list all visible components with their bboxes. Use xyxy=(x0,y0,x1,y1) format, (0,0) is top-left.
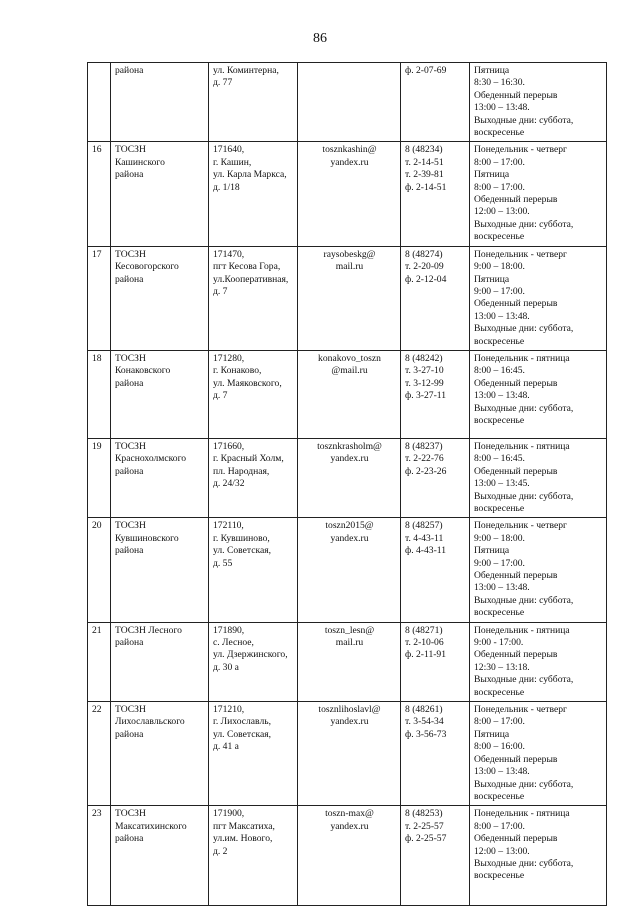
office-address-line: ул. Советская, xyxy=(213,728,272,740)
office-phone-line: т. 3-27-10 xyxy=(405,365,444,377)
office-hours-line: Выходные дни: суббота, xyxy=(474,218,574,230)
office-phone-cell xyxy=(401,142,470,246)
office-hours-cell xyxy=(470,63,607,142)
office-name-cell xyxy=(111,63,209,142)
office-address-line: д. 7 xyxy=(213,285,228,297)
office-address-line: д. 77 xyxy=(213,77,233,89)
office-phone-cell xyxy=(401,63,470,142)
office-hours-line: воскресенье xyxy=(474,607,525,619)
office-hours-line: Пятница xyxy=(474,728,510,740)
office-hours-line: воскресенье xyxy=(474,127,525,139)
row-number: 21 xyxy=(92,624,102,636)
office-hours-line: 13:00 – 13:48. xyxy=(474,390,530,402)
office-name-line: ТОСЗН xyxy=(115,144,146,156)
office-name-cell xyxy=(111,142,209,246)
office-hours-line: Понедельник - четверг xyxy=(474,144,567,156)
table-row xyxy=(88,142,607,246)
office-hours-line: воскресенье xyxy=(474,502,525,514)
office-hours-line: 13:00 – 13:48. xyxy=(474,582,530,594)
email-lines xyxy=(302,520,397,545)
office-email-line: konakovo_toszn xyxy=(318,352,381,364)
office-hours-line: воскресенье xyxy=(474,335,525,347)
office-address-line: 171900, xyxy=(213,808,245,820)
office-hours-line: воскресенье xyxy=(474,870,525,882)
office-name-line: Конаковского xyxy=(115,365,171,377)
row-number-cell xyxy=(88,518,111,622)
email-lines xyxy=(302,353,397,378)
office-phone-line: 8 (48257) xyxy=(405,520,443,532)
office-hours-line: 13:00 – 13:45. xyxy=(474,478,530,490)
office-hours-line: Выходные дни: суббота, xyxy=(474,594,574,606)
office-name-line: района xyxy=(115,637,144,649)
row-number: 22 xyxy=(92,704,102,716)
office-email-cell xyxy=(298,622,401,701)
office-email-cell xyxy=(298,142,401,246)
office-address-line: 171890, xyxy=(213,624,245,636)
office-hours-line: 8:30 – 16:30. xyxy=(474,77,525,89)
email-lines xyxy=(302,441,397,466)
office-hours-cell xyxy=(470,518,607,622)
office-address-line: г. Красный Холм, xyxy=(213,453,284,465)
office-hours-line: Обеденный перерыв xyxy=(474,89,558,101)
office-name-cell xyxy=(111,350,209,438)
office-email-line: yandex.ru xyxy=(330,156,369,168)
office-phone-line: 8 (48274) xyxy=(405,248,443,260)
office-email-line: mail.ru xyxy=(335,637,364,649)
office-name-line: ТОСЗН xyxy=(115,352,146,364)
office-email-cell xyxy=(298,350,401,438)
office-name-line: района xyxy=(115,833,144,845)
office-hours-line: Понедельник - пятница xyxy=(474,808,570,820)
office-hours-line: Обеденный перерыв xyxy=(474,298,558,310)
office-address-line: г. Конаково, xyxy=(213,365,262,377)
office-hours-line: 12:00 – 13:00. xyxy=(474,206,530,218)
table-body xyxy=(88,63,607,906)
row-number-cell xyxy=(88,622,111,701)
office-phone-line: 8 (48234) xyxy=(405,144,443,156)
table-row xyxy=(88,806,607,906)
office-name-line: ТОСЗН xyxy=(115,808,146,820)
email-lines xyxy=(302,144,397,169)
office-phone-line: ф. 3-27-11 xyxy=(405,390,447,402)
office-phone-line: т. 2-25-57 xyxy=(405,820,444,832)
office-hours-line: Обеденный перерыв xyxy=(474,570,558,581)
office-phone-line: т. 3-54-34 xyxy=(405,716,444,728)
office-email-cell xyxy=(298,246,401,350)
office-name-line: района xyxy=(115,65,144,76)
office-hours-line: воскресенье xyxy=(474,414,525,426)
office-hours-line: 12:30 – 13:18. xyxy=(474,661,530,673)
office-name-line: района xyxy=(115,377,144,389)
table-row xyxy=(88,622,607,701)
email-lines xyxy=(302,249,397,274)
office-hours-line: Понедельник - четверг xyxy=(474,704,567,716)
office-address-cell xyxy=(209,246,298,350)
office-address-cell xyxy=(209,806,298,906)
row-number: 18 xyxy=(92,352,102,364)
office-name-line: Кашинского xyxy=(115,156,165,168)
office-email-cell xyxy=(298,438,401,517)
office-phone-line: т. 2-14-51 xyxy=(405,156,444,168)
office-name-line: района xyxy=(115,273,144,285)
office-phone-line: т. 2-10-06 xyxy=(405,637,444,649)
office-hours-line: Понедельник - пятница xyxy=(474,352,570,364)
office-phone-cell xyxy=(401,806,470,906)
office-name-line: Лихославльского xyxy=(115,716,185,728)
office-address-cell xyxy=(209,518,298,622)
office-phone-line: ф. 2-25-57 xyxy=(405,833,447,845)
office-phone-line: 8 (48261) xyxy=(405,704,443,716)
office-hours-line: 13:00 – 13:48. xyxy=(474,102,530,114)
office-hours-line: 8:00 – 16:45. xyxy=(474,453,525,465)
office-hours-line: 9:00 – 18:00. xyxy=(474,261,525,273)
office-hours-line: Пятница xyxy=(474,273,510,285)
office-name-line: Краснохолмского xyxy=(115,453,187,465)
office-hours-line: Выходные дни: суббота, xyxy=(474,778,574,790)
office-address-cell xyxy=(209,702,298,806)
office-hours-line: Обеденный перерыв xyxy=(474,465,558,477)
row-number: 17 xyxy=(92,248,102,260)
office-address-line: 171210, xyxy=(213,704,245,716)
office-hours-line: Пятница xyxy=(474,65,510,76)
office-hours-line: 8:00 – 17:00. xyxy=(474,156,525,168)
office-phone-cell xyxy=(401,518,470,622)
office-hours-line: Пятница xyxy=(474,169,510,181)
office-hours-line: Обеденный перерыв xyxy=(474,194,558,206)
office-address-line: 172110, xyxy=(213,520,244,532)
table-row xyxy=(88,63,607,142)
row-number-cell xyxy=(88,702,111,806)
office-name-cell xyxy=(111,806,209,906)
row-number: 16 xyxy=(92,144,102,156)
office-phone-line: ф. 3-56-73 xyxy=(405,728,447,740)
office-phone-cell xyxy=(401,246,470,350)
office-hours-line: Понедельник - пятница xyxy=(474,624,570,636)
office-address-cell xyxy=(209,622,298,701)
office-email-cell xyxy=(298,518,401,622)
office-name-line: района xyxy=(115,169,144,181)
office-hours-line: 8:00 – 17:00. xyxy=(474,716,525,728)
office-name-line: Кесовогорского xyxy=(115,261,179,273)
office-hours-line: Обеденный перерыв xyxy=(474,833,558,845)
office-address-line: д. 41 а xyxy=(213,741,239,753)
office-phone-line: 8 (48253) xyxy=(405,808,443,820)
office-address-line: ул. Маяковского, xyxy=(213,377,282,389)
row-number: 19 xyxy=(92,440,102,452)
office-address-line: д. 55 xyxy=(213,557,233,569)
row-number-cell xyxy=(88,63,111,142)
office-email-cell xyxy=(298,63,401,142)
table-row xyxy=(88,246,607,350)
office-hours-cell xyxy=(470,246,607,350)
office-email-cell xyxy=(298,806,401,906)
email-lines xyxy=(302,808,397,833)
office-email-line: tosznkrasholm@ xyxy=(317,440,382,452)
office-hours-line: Выходные дни: суббота, xyxy=(474,402,574,414)
office-phone-cell xyxy=(401,702,470,806)
office-address-line: д. 7 xyxy=(213,390,228,402)
office-address-line: г. Кашин, xyxy=(213,156,252,168)
office-phone-line: ф. 2-14-51 xyxy=(405,181,447,193)
office-phone-line: т. 3-12-99 xyxy=(405,377,444,389)
office-hours-line: Обеденный перерыв xyxy=(474,377,558,389)
row-number: 20 xyxy=(92,520,102,532)
office-hours-line: Выходные дни: суббота, xyxy=(474,490,574,502)
office-name-line: ТОСЗН xyxy=(115,520,146,532)
row-number-cell xyxy=(88,246,111,350)
office-name-line: ТОСЗН xyxy=(115,440,146,452)
office-hours-line: Обеденный перерыв xyxy=(474,649,558,661)
office-phone-line: ф. 2-12-04 xyxy=(405,273,447,285)
office-address-line: д. 2 xyxy=(213,845,228,857)
office-address-line: ул. Коминтерна, xyxy=(213,65,279,76)
office-phone-line: ф. 2-07-69 xyxy=(405,65,447,76)
office-name-line: ТОСЗН Лесного xyxy=(115,624,182,636)
office-address-line: ул.Кооперативная, xyxy=(213,273,289,285)
office-hours-line: 9:00 – 17:00. xyxy=(474,557,525,569)
office-name-cell xyxy=(111,518,209,622)
office-hours-cell xyxy=(470,806,607,906)
office-hours-line: Выходные дни: суббота, xyxy=(474,323,574,335)
row-number-cell xyxy=(88,142,111,246)
office-hours-line: 8:00 – 16:00. xyxy=(474,741,525,753)
office-email-line: toszn-max@ xyxy=(325,808,374,820)
table-row xyxy=(88,518,607,622)
social-protection-offices-table xyxy=(87,62,607,906)
office-hours-line: Обеденный перерыв xyxy=(474,753,558,765)
office-address-line: ул. Дзержинского, xyxy=(213,649,288,661)
office-address-line: г. Лихославль, xyxy=(213,716,272,728)
office-name-line: ТОСЗН xyxy=(115,704,146,716)
office-email-line: tosznlihoslavl@ xyxy=(318,704,381,716)
office-hours-line: 8:00 – 16:45. xyxy=(474,365,525,377)
office-hours-line: Понедельник - четверг xyxy=(474,248,567,260)
office-email-line: yandex.ru xyxy=(330,820,369,832)
table-row xyxy=(88,438,607,517)
office-phone-line: т. 4-43-11 xyxy=(405,532,444,544)
office-hours-cell xyxy=(470,438,607,517)
office-hours-cell xyxy=(470,350,607,438)
office-hours-line: Понедельник - пятница xyxy=(474,440,570,452)
office-address-line: д. 1/18 xyxy=(213,181,240,193)
office-phone-line: 8 (48271) xyxy=(405,624,443,636)
office-hours-line: 8:00 – 17:00. xyxy=(474,181,525,193)
office-hours-line: Выходные дни: суббота, xyxy=(474,857,574,869)
office-address-cell xyxy=(209,350,298,438)
office-address-cell xyxy=(209,438,298,517)
office-phone-line: ф. 2-23-26 xyxy=(405,465,447,477)
office-name-line: района xyxy=(115,545,144,557)
office-address-line: пгт Кесова Гора, xyxy=(213,261,281,273)
office-hours-line: Выходные дни: суббота, xyxy=(474,114,574,126)
office-email-line: raysobeskg@ xyxy=(323,248,376,260)
office-address-line: пгт Максатиха, xyxy=(213,820,275,832)
row-number-cell xyxy=(88,806,111,906)
office-address-line: д. 30 а xyxy=(213,661,239,673)
office-hours-line: 13:00 – 13:48. xyxy=(474,766,530,778)
email-lines xyxy=(302,704,397,729)
office-hours-line: Выходные дни: суббота, xyxy=(474,674,574,686)
office-address-line: 171660, xyxy=(213,440,245,452)
office-email-line: tosznkashin@ xyxy=(322,144,377,156)
office-address-line: г. Кувшиново, xyxy=(213,532,270,544)
row-number-cell xyxy=(88,438,111,517)
office-hours-line: 8:00 – 17:00. xyxy=(474,820,525,832)
office-address-line: 171640, xyxy=(213,144,245,156)
office-name-line: района xyxy=(115,465,144,477)
office-address-cell xyxy=(209,63,298,142)
email-lines xyxy=(302,625,397,650)
office-hours-line: 9:00 - 17:00. xyxy=(474,637,524,649)
office-hours-line: Понедельник - четверг xyxy=(474,520,567,532)
office-phone-line: ф. 4-43-11 xyxy=(405,545,447,557)
office-address-line: ул.им. Нового, xyxy=(213,833,273,845)
office-phone-cell xyxy=(401,438,470,517)
office-name-cell xyxy=(111,246,209,350)
table-row xyxy=(88,350,607,438)
office-name-line: Кувшиновского xyxy=(115,532,179,544)
office-phone-line: ф. 2-11-91 xyxy=(405,649,447,661)
office-address-line: ул. Карла Маркса, xyxy=(213,169,287,181)
office-email-line: yandex.ru xyxy=(330,532,369,544)
office-phone-cell xyxy=(401,622,470,701)
office-phone-line: 8 (48237) xyxy=(405,440,443,452)
office-hours-cell xyxy=(470,702,607,806)
office-name-line: района xyxy=(115,728,144,740)
office-email-line: yandex.ru xyxy=(330,453,369,465)
page-number: 86 xyxy=(313,31,327,46)
office-name-cell xyxy=(111,438,209,517)
office-name-cell xyxy=(111,622,209,701)
office-email-line: @mail.ru xyxy=(331,365,368,377)
office-address-cell xyxy=(209,142,298,246)
office-email-line: mail.ru xyxy=(335,261,364,273)
row-number: 23 xyxy=(92,808,102,820)
table-row xyxy=(88,702,607,806)
office-phone-line: т. 2-22-76 xyxy=(405,453,444,465)
office-hours-line: воскресенье xyxy=(474,231,525,243)
office-hours-line: Пятница xyxy=(474,545,510,557)
office-hours-line: 12:00 – 13:00. xyxy=(474,845,530,857)
office-email-line: toszn2015@ xyxy=(325,520,374,532)
office-hours-cell xyxy=(470,142,607,246)
office-hours-line: 9:00 – 17:00. xyxy=(474,285,525,297)
office-hours-cell xyxy=(470,622,607,701)
office-hours-line: 13:00 – 13:48. xyxy=(474,310,530,322)
office-hours-line: воскресенье xyxy=(474,686,525,698)
office-email-cell xyxy=(298,702,401,806)
office-name-line: ТОСЗН xyxy=(115,248,146,260)
office-address-line: д. 24/32 xyxy=(213,478,245,490)
office-name-cell xyxy=(111,702,209,806)
office-address-line: 171470, xyxy=(213,248,245,260)
office-address-line: с. Лесное, xyxy=(213,637,254,649)
office-address-line: 171280, xyxy=(213,352,245,364)
office-address-line: ул. Советская, xyxy=(213,545,272,557)
office-phone-line: 8 (48242) xyxy=(405,352,443,364)
office-address-line: пл. Народная, xyxy=(213,465,270,477)
office-email-line: yandex.ru xyxy=(330,716,369,728)
office-hours-line: воскресенье xyxy=(474,790,525,802)
office-phone-cell xyxy=(401,350,470,438)
office-email-line: toszn_lesn@ xyxy=(324,624,375,636)
office-name-line: Максатихинского xyxy=(115,820,187,832)
office-phone-line: т. 2-39-81 xyxy=(405,169,444,181)
office-phone-line: т. 2-20-09 xyxy=(405,261,444,273)
row-number-cell xyxy=(88,350,111,438)
office-hours-line: 9:00 – 18:00. xyxy=(474,532,525,544)
